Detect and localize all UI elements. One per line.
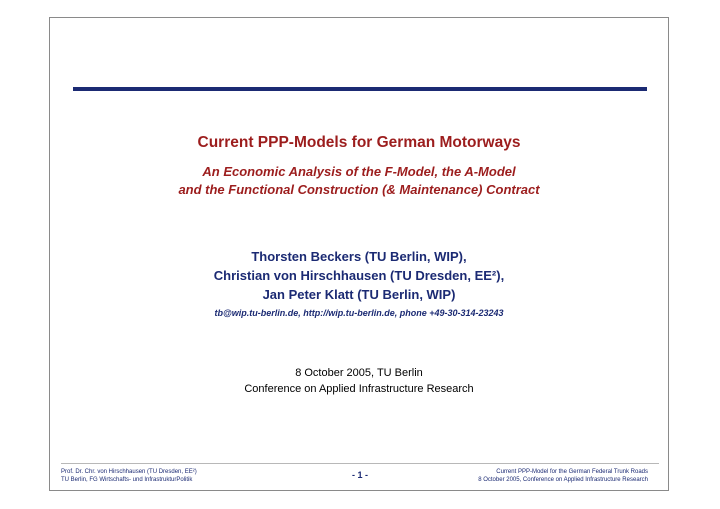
- page-number: - 1 -: [351, 470, 368, 480]
- footer-divider: [61, 463, 659, 464]
- footer-right-line-2: 8 October 2005, Conference on Applied Infrastructure Research: [478, 477, 648, 483]
- subtitle-line-1: An Economic Analysis of the F-Model, the A-Model: [202, 164, 516, 179]
- event-date: 8 October 2005, TU Berlin: [295, 367, 423, 379]
- author-3: Jan Peter Klatt (TU Berlin, WIP): [262, 287, 456, 302]
- conference-name: Conference on Applied Infrastructure Research: [244, 383, 474, 395]
- footer-left-line-1: Prof. Dr. Chr. von Hirschhausen (TU Dresden, EE²): [61, 469, 197, 475]
- author-2: Christian von Hirschhausen (TU Dresden, EE²),: [213, 268, 505, 283]
- author-1: Thorsten Beckers (TU Berlin, WIP),: [251, 249, 467, 264]
- subtitle-line-2: and the Functional Construction (& Maintenance) Contract: [178, 182, 540, 197]
- footer-left-line-2: TU Berlin, FG Wirtschafts- und InfrastrukturPolitik: [61, 477, 193, 483]
- title-bar-divider: [73, 87, 647, 91]
- contact-line: tb@wip.tu-berlin.de, http://wip.tu-berlin.de, phone +49-30-314-23243: [214, 308, 504, 318]
- slide-title: Current PPP-Models for German Motorways: [197, 134, 521, 151]
- footer-right-line-1: Current PPP-Model for the German Federal Trunk Roads: [496, 469, 648, 475]
